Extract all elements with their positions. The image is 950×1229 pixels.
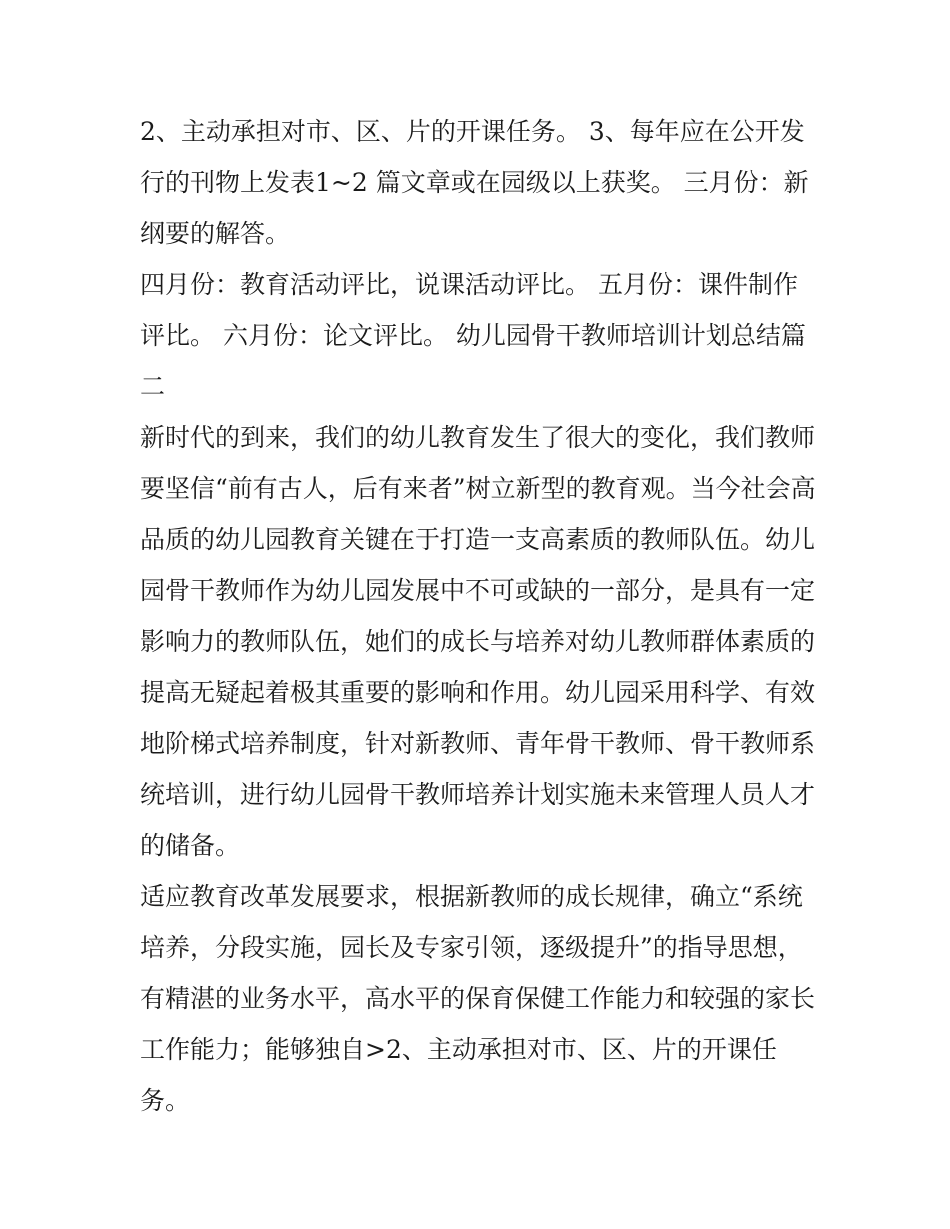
text-line: 地阶梯式培养制度，针对新教师、青年骨干教师、骨干教师系 bbox=[140, 729, 816, 758]
text-line: 评比。 六月份：论文评比。 幼儿园骨干教师培训计划总结篇 bbox=[140, 321, 806, 350]
text-line: 适应教育改革发展要求，根据新教师的成长规律，确立“系统 bbox=[140, 882, 803, 911]
paragraph-2 bbox=[140, 259, 820, 412]
text-line: 的储备。 bbox=[140, 831, 241, 860]
text-line: 纲要的解答。 bbox=[140, 219, 291, 248]
document-body bbox=[140, 106, 820, 1126]
text-line: 新时代的到来，我们的幼儿教育发生了很大的变化，我们教师 bbox=[140, 423, 816, 452]
text-line: 务。 bbox=[140, 1086, 191, 1115]
paragraph-3 bbox=[140, 412, 820, 871]
text-line: 要坚信“前有古人，后有来者”树立新型的教育观。当今社会高 bbox=[140, 474, 816, 503]
text-line: 行的刊物上发表1~2 篇文章或在园级以上获奖。 三月份：新 bbox=[140, 168, 809, 197]
text-line: 统培训，进行幼儿园骨干教师培养计划实施未来管理人员人才 bbox=[140, 780, 816, 809]
paragraph-4 bbox=[140, 871, 820, 1126]
text-line: 有精湛的业务水平，高水平的保育保健工作能力和较强的家长 bbox=[140, 984, 816, 1013]
text-line: 2、主动承担对市、区、片的开课任务。 3、每年应在公开发 bbox=[140, 117, 805, 146]
text-line: 影响力的教师队伍，她们的成长与培养对幼儿教师群体素质的 bbox=[140, 627, 816, 656]
text-line: 培养，分段实施，园长及专家引领，逐级提升”的指导思想， bbox=[140, 933, 803, 962]
paragraph-1 bbox=[140, 106, 820, 259]
text-line: 园骨干教师作为幼儿园发展中不可或缺的一部分，是具有一定 bbox=[140, 576, 816, 605]
text-line: 品质的幼儿园教育关键在于打造一支高素质的教师队伍。幼儿 bbox=[140, 525, 816, 554]
text-line: 工作能力；能够独自>2、主动承担对市、区、片的开课任 bbox=[140, 1035, 777, 1064]
text-line: 四月份：教育活动评比，说课活动评比。 五月份：课件制作 bbox=[140, 270, 798, 299]
text-line: 提高无疑起着极其重要的影响和作用。幼儿园采用科学、有效 bbox=[140, 678, 816, 707]
text-line: 二 bbox=[140, 372, 166, 401]
